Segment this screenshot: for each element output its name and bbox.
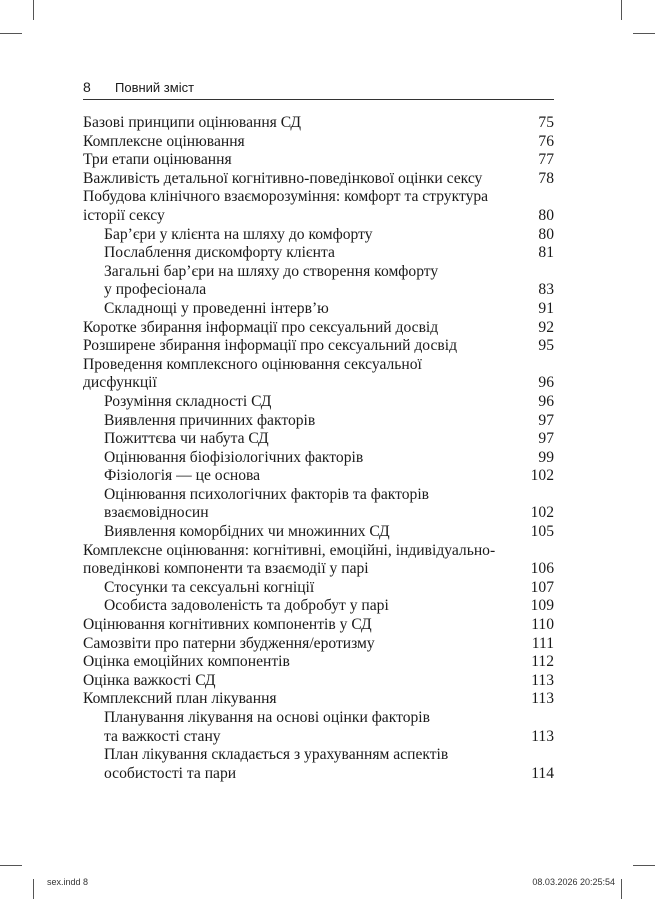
toc-entry-line: Загальні бар’єри на шляху до створення комфорту <box>104 262 439 280</box>
toc-entry-line: Базові принципи оцінювання СД <box>83 114 302 131</box>
toc-entry-page: 78 <box>538 169 554 187</box>
toc-entry-title <box>83 356 554 393</box>
toc-entry-title <box>104 226 554 245</box>
toc-entry <box>83 337 554 356</box>
toc-entry-page: 80 <box>538 206 554 224</box>
toc-entry-line: Самозвіти про патерни збудження/еротизму <box>83 634 375 652</box>
toc-entry <box>83 597 554 616</box>
toc-entry <box>83 170 554 189</box>
toc-entry-page: 95 <box>538 337 554 355</box>
toc-entry <box>83 114 554 133</box>
toc-entry <box>83 226 554 245</box>
toc-entry-line: Коротке збирання інформації про сексуальний досвід <box>83 318 439 336</box>
toc-entry <box>83 356 554 393</box>
toc-entry-page: 106 <box>530 560 554 578</box>
toc-entry-line: Розуміння складності СД <box>104 392 272 410</box>
toc-entry <box>83 653 554 672</box>
toc-entry-line: План лікування складається з урахуванням аспектів <box>104 746 449 764</box>
toc-entry-title <box>104 300 554 319</box>
toc-entry-line: Бар’єри у клієнта на шляху до комфорту <box>104 225 373 243</box>
toc-entry <box>83 709 554 746</box>
toc-entry <box>83 412 554 431</box>
toc-entry-line: Особиста задоволеність та добробут у парі <box>104 597 389 615</box>
toc-entry-line: Виявлення коморбідних чи множинних СД <box>104 523 390 541</box>
toc-entry-title <box>83 653 554 672</box>
toc-entry-line: Послаблення дискомфорту клієнта <box>104 244 335 262</box>
toc-entry-title <box>83 151 554 170</box>
toc-entry-title <box>83 337 554 356</box>
toc-entry-page: 97 <box>538 411 554 429</box>
toc-entry-page: 96 <box>538 392 554 410</box>
toc-entry <box>83 672 554 691</box>
toc-entry-page: 102 <box>530 467 554 485</box>
toc-entry-page: 111 <box>531 634 554 652</box>
crop-mark <box>621 879 622 899</box>
toc-entry-page: 77 <box>538 151 554 169</box>
crop-mark <box>633 33 655 34</box>
toc-entry <box>83 579 554 598</box>
toc-entry <box>83 542 554 579</box>
toc-entry-page: 92 <box>538 318 554 336</box>
toc-entry-line: дисфункції <box>83 374 157 392</box>
crop-mark <box>33 879 34 899</box>
toc-entry-title <box>104 244 554 263</box>
toc-entry <box>83 449 554 468</box>
toc-entry-line: Проведення комплексного оцінювання сексуальної <box>83 355 422 373</box>
toc-entry-title <box>83 319 554 338</box>
slug-file-info: sex.indd 8 <box>47 877 89 887</box>
toc-entry-title <box>104 467 554 486</box>
toc-entry-title <box>104 523 554 542</box>
crop-mark <box>621 0 622 20</box>
toc-entry-title <box>83 542 554 579</box>
toc-entry-page: 102 <box>530 504 554 522</box>
toc-entry-line: Пожиттєва чи набута СД <box>104 430 269 448</box>
toc-entry <box>83 486 554 523</box>
toc-entry-line: Комплексне оцінювання <box>83 132 245 150</box>
toc-entry <box>83 430 554 449</box>
toc-entry <box>83 151 554 170</box>
toc-entry <box>83 635 554 654</box>
toc-entry-title <box>104 746 554 783</box>
toc-entry-title <box>83 616 554 635</box>
toc-entry-line: Розширене збирання інформації про сексуальний досвід <box>83 337 458 355</box>
toc-entry-page: 81 <box>538 244 554 262</box>
toc-entry-page: 107 <box>530 578 554 596</box>
toc-entry-line: Фізіологія — це основа <box>104 467 261 485</box>
toc-entry-line: Три етапи оцінювання <box>83 151 232 169</box>
toc-entry-page: 96 <box>538 374 554 392</box>
toc-entry <box>83 467 554 486</box>
toc-entry-page: 114 <box>531 764 554 782</box>
toc-entry-line: історії сексу <box>83 206 165 224</box>
toc-entry-page: 83 <box>538 281 554 299</box>
toc-entry-title <box>104 597 554 616</box>
toc-entry-line: взаємовідносин <box>104 504 209 522</box>
toc-entry-title <box>104 263 554 300</box>
toc-entry <box>83 746 554 783</box>
crop-mark <box>633 865 655 866</box>
toc-entry <box>83 244 554 263</box>
crop-mark <box>0 865 22 866</box>
toc-entry <box>83 300 554 319</box>
toc-entry-line: Планування лікування на основі оцінки факторів <box>104 709 430 726</box>
toc-entry-line: Комплексне оцінювання: когнітивні, емоційні, індивідуально- <box>83 541 496 559</box>
toc-entry-page: 76 <box>538 132 554 150</box>
toc-entry-line: Оцінка емоційних компонентів <box>83 653 290 671</box>
toc-entry-line: поведінкові компоненти та взаємодії у парі <box>83 560 369 578</box>
toc-entry-line: Оцінювання психологічних факторів та факторів <box>104 485 430 503</box>
page-number: 8 <box>83 79 91 95</box>
toc-entry <box>83 690 554 709</box>
slug-timestamp: 08.03.2026 20:25:54 <box>532 877 615 887</box>
table-of-contents <box>83 114 554 783</box>
toc-entry-title <box>104 486 554 523</box>
toc-entry-page: 113 <box>531 690 554 708</box>
toc-entry-line: Побудова клінічного взаєморозуміння: комфорт та структура <box>83 188 489 206</box>
toc-entry-line: Оцінювання біофізіологічних факторів <box>104 448 364 466</box>
toc-entry-page: 99 <box>538 448 554 466</box>
toc-entry-line: Складнощі у проведенні інтерв’ю <box>104 299 329 317</box>
toc-entry-page: 110 <box>531 616 554 634</box>
toc-entry-title <box>104 430 554 449</box>
crop-mark <box>33 0 34 20</box>
toc-entry <box>83 523 554 542</box>
toc-entry-page: 113 <box>531 671 554 689</box>
toc-entry <box>83 133 554 152</box>
toc-entry-line: у професіонала <box>104 281 207 299</box>
toc-entry-line: Оцінювання когнітивних компонентів у СД <box>83 616 372 634</box>
toc-entry-title <box>83 672 554 691</box>
toc-entry-line: Виявлення причинних факторів <box>104 411 316 429</box>
toc-entry-page: 75 <box>538 114 554 131</box>
toc-entry-line: особистості та пари <box>104 764 237 782</box>
toc-entry-page: 80 <box>538 225 554 243</box>
toc-entry-line: Важливість детальної когнітивно-поведінкової оцінки сексу <box>83 169 483 187</box>
toc-entry-page: 109 <box>530 597 554 615</box>
toc-entry-title <box>83 114 554 133</box>
toc-entry-title <box>104 393 554 412</box>
toc-entry-page: 113 <box>531 727 554 745</box>
crop-mark <box>0 33 22 34</box>
toc-entry-page: 97 <box>538 430 554 448</box>
toc-entry-line: Оцінка важкості СД <box>83 671 216 689</box>
toc-entry-title <box>83 690 554 709</box>
toc-entry-line: та важкості стану <box>104 727 221 745</box>
toc-entry <box>83 393 554 412</box>
toc-entry-title <box>104 579 554 598</box>
toc-entry <box>83 319 554 338</box>
toc-entry-title <box>104 449 554 468</box>
toc-entry-page: 112 <box>531 653 554 671</box>
toc-entry-title <box>83 188 554 225</box>
running-title: Повний зміст <box>115 80 195 95</box>
toc-entry-title <box>83 635 554 654</box>
toc-entry-title <box>83 133 554 152</box>
toc-entry <box>83 188 554 225</box>
toc-entry-title <box>104 709 554 746</box>
toc-entry-title <box>83 170 554 189</box>
toc-entry-line: Стосунки та сексуальні когніції <box>104 578 315 596</box>
toc-entry <box>83 263 554 300</box>
toc-entry-line: Комплексний план лікування <box>83 690 277 708</box>
toc-entry-page: 105 <box>530 523 554 541</box>
toc-entry-title <box>104 412 554 431</box>
toc-entry-page: 91 <box>538 299 554 317</box>
running-header <box>83 79 554 100</box>
toc-entry <box>83 616 554 635</box>
